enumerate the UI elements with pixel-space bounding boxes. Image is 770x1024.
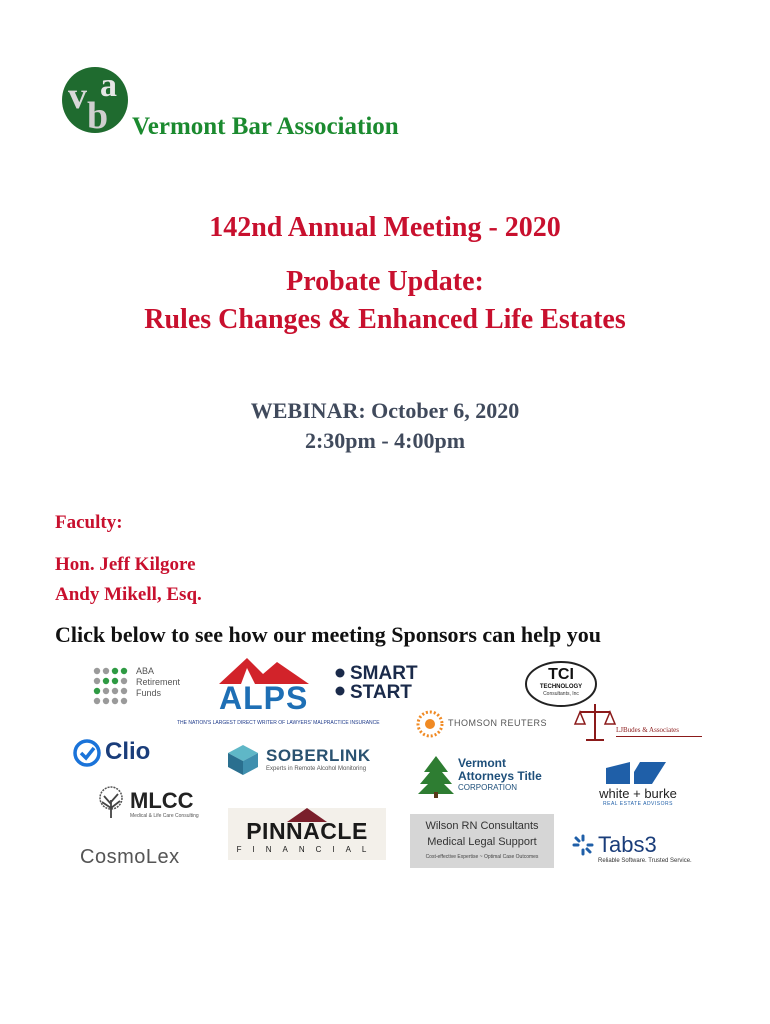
faculty-heading: Faculty:: [55, 512, 123, 533]
vba-logo: [62, 67, 128, 137]
vat-line2: Attorneys Title: [458, 769, 542, 783]
pinnacle-name: PINNACLE: [246, 818, 368, 844]
sponsor-clio[interactable]: [72, 736, 172, 770]
cosmolex-name: CosmoLex: [80, 846, 180, 868]
aba-text: [136, 666, 180, 699]
org-name: Vermont Bar Association: [132, 113, 399, 140]
white-burke-name: white + burke: [599, 786, 677, 801]
smart-start-line1: SMART: [350, 663, 418, 684]
aba-line3: Funds: [136, 688, 162, 698]
thomson-reuters-icon: [416, 710, 444, 738]
webinar-time: 2:30pm - 4:00pm: [304, 428, 466, 453]
webinar-date: WEBINAR: October 6, 2020: [250, 398, 520, 423]
sponsor-tabs3[interactable]: [572, 832, 702, 870]
alps-name: ALPS: [219, 680, 309, 716]
aba-dots-icon: [92, 666, 136, 710]
soberlink-name: SOBERLINK: [266, 746, 371, 765]
wilson-line3: Cost-effective Expertise ~ Optimal Case Outcomes: [425, 854, 539, 860]
sponsor-cosmolex[interactable]: [80, 846, 190, 876]
ljbudes-name: LJBudes & Associates: [616, 726, 679, 734]
pine-tree-icon: [416, 754, 456, 800]
smart-start-line2: START: [350, 682, 412, 703]
faculty-member: Hon. Jeff Kilgore: [55, 554, 196, 575]
scales-icon: [574, 702, 616, 744]
sponsor-ljbudes[interactable]: [572, 702, 704, 744]
session-title-line1: Probate Update:: [286, 266, 484, 297]
tci-line1: TECHNOLOGY: [539, 684, 583, 690]
white-burke-tagline: REAL ESTATE ADVISORS: [603, 801, 673, 807]
sponsor-pinnacle[interactable]: [228, 808, 386, 860]
vat-line3: CORPORATION: [458, 783, 517, 792]
tabs3-tagline: Reliable Software. Trusted Service.: [598, 858, 692, 864]
meeting-title: 142nd Annual Meeting - 2020: [209, 212, 561, 243]
thomson-reuters-name: THOMSON REUTERS: [448, 718, 548, 728]
wilson-line2: Medical Legal Support: [427, 836, 537, 848]
aba-line2: Retirement: [136, 677, 181, 687]
sponsors-heading: Click below to see how our meeting Sponsors can help you: [55, 622, 601, 647]
vat-line1: Vermont: [458, 756, 507, 770]
mlcc-tagline: Medical & Life Care Consulting: [130, 813, 199, 819]
wilson-line1: Wilson RN Consultants: [425, 820, 539, 832]
logo-letter-a: a: [100, 67, 117, 104]
smart-start-dots-icon: [334, 666, 346, 702]
white-burke-icon: [606, 762, 666, 786]
logo-letter-v: v: [68, 75, 87, 117]
sponsor-mlcc[interactable]: [92, 786, 212, 822]
tci-name: TCI: [548, 666, 574, 683]
clio-check-icon: [72, 738, 102, 768]
session-title-line2: Rules Changes & Enhanced Life Estates: [144, 304, 626, 335]
tabs3-burst-icon: [572, 834, 594, 856]
sponsor-white-burke[interactable]: [576, 762, 700, 807]
soberlink-cube-icon: [226, 744, 260, 776]
sponsor-smart-start[interactable]: [334, 664, 444, 704]
soberlink-tagline: Experts in Remote Alcohol Monitoring: [266, 766, 367, 772]
faculty-member: Andy Mikell, Esq.: [55, 584, 202, 605]
sponsor-wilson-rn[interactable]: [410, 814, 554, 868]
ljbudes-rule: [616, 736, 702, 737]
alps-tagline: THE NATION'S LARGEST DIRECT WRITER OF LAWYERS' MALPRACTICE INSURANCE: [177, 720, 380, 726]
tabs3-name: Tabs3: [598, 832, 657, 857]
logo-letter-b: b: [87, 95, 109, 137]
pinnacle-tagline: FINANCIAL: [236, 845, 378, 854]
sponsor-vermont-attorneys-title[interactable]: [416, 754, 562, 802]
tree-icon: [92, 786, 130, 820]
sponsor-tci[interactable]: [524, 660, 598, 708]
sponsor-soberlink[interactable]: [226, 744, 396, 778]
aba-line1: ABA: [136, 666, 155, 676]
tci-line2: Consultants, Inc: [543, 691, 579, 697]
sponsor-thomson-reuters[interactable]: [416, 710, 546, 738]
sponsor-alps[interactable]: [175, 654, 380, 730]
mlcc-name: MLCC: [130, 788, 194, 813]
clio-name: Clio: [105, 738, 151, 765]
